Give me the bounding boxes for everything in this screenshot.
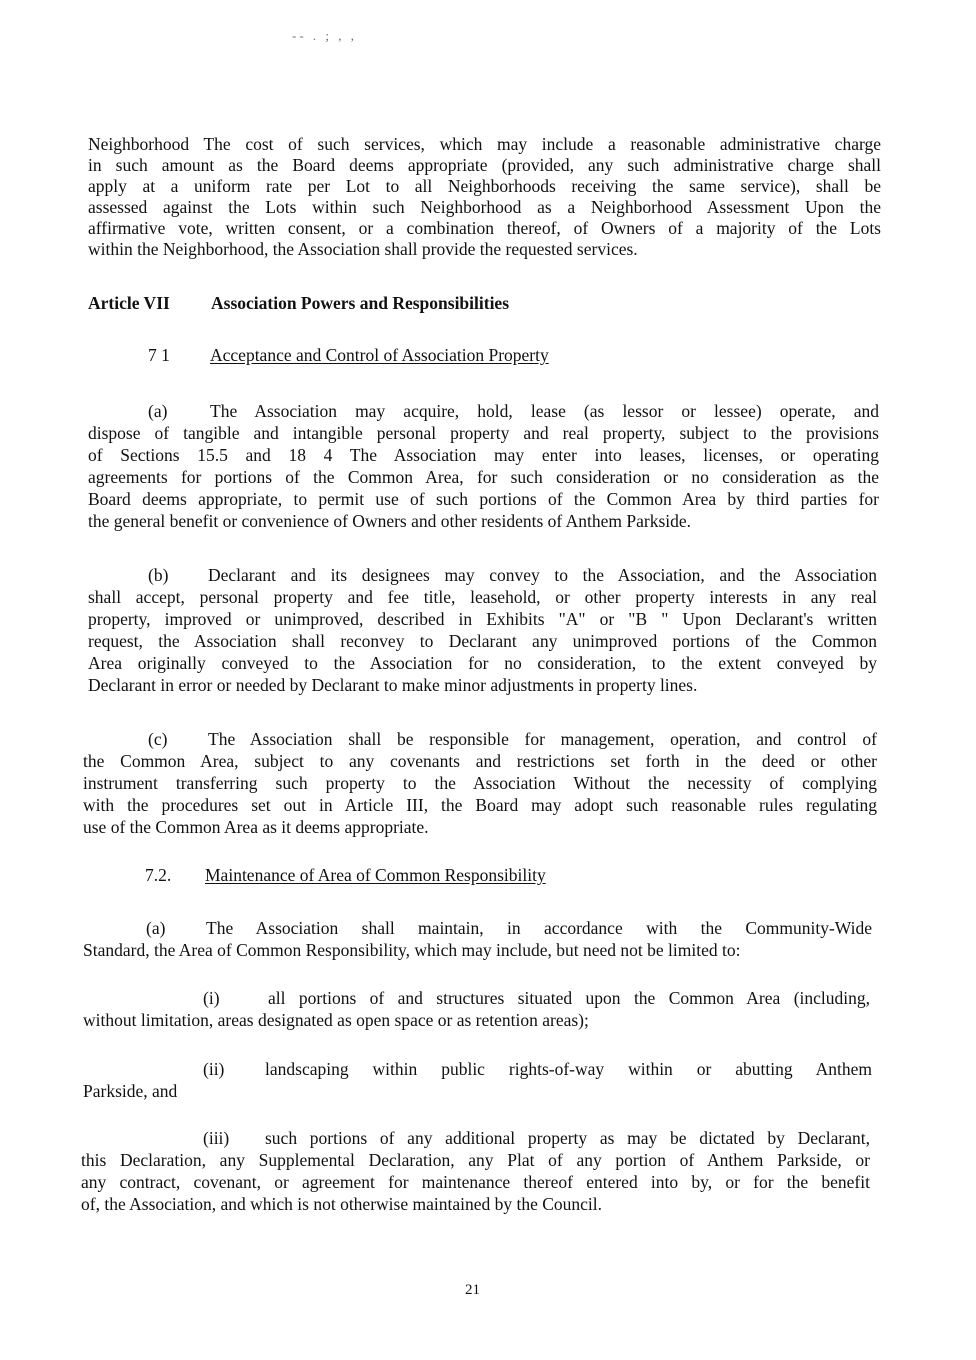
text-line: Neighborhood The cost of such services, which may include a reasonable administrative charge (88, 134, 881, 154)
text-line: of Sections 15.5 and 18 4 The Association may enter into leases, licenses, or operating (88, 445, 879, 465)
item-marker: (i) (203, 988, 220, 1008)
text-line: without limitation, areas designated as open space or as retention areas); (83, 1010, 589, 1030)
text-line: The Association shall be responsible for management, operation, and control of (208, 729, 877, 749)
text-line: the Common Area, subject to any covenants and restrictions set forth in the deed or other (83, 751, 877, 771)
text-line: affirmative vote, written consent, or a combination thereof, of Owners of a majority of the Lots (88, 218, 881, 238)
text-line: landscaping within public rights-of-way within or abutting Anthem (265, 1059, 872, 1079)
text-line: The Association may acquire, hold, lease (as lessor or lessee) operate, and (210, 401, 879, 421)
text-line: property, improved or unimproved, described in Exhibits "A" or "B " Upon Declarant's written (88, 609, 877, 629)
paragraph-marker: (c) (148, 729, 168, 749)
item-marker: (ii) (203, 1059, 225, 1079)
section-title: Maintenance of Area of Common Responsibility (205, 865, 546, 885)
text-line: of, the Association, and which is not otherwise maintained by the Council. (81, 1194, 603, 1214)
text-line: with the procedures set out in Article III, the Board may adopt such reasonable rules regulating (83, 795, 877, 815)
text-line: use of the Common Area as it deems appropriate. (83, 817, 429, 837)
section-number: 7.2. (145, 865, 172, 885)
paragraph-marker: (a) (148, 401, 168, 421)
text-line: all portions of and structures situated upon the Common Area (including, (268, 988, 870, 1008)
text-line: Standard, the Area of Common Responsibility, which may include, but need not be limited to: (83, 940, 741, 960)
text-line: Declarant and its designees may convey to the Association, and the Association (208, 565, 877, 585)
text-line: within the Neighborhood, the Association shall provide the requested services. (88, 239, 638, 259)
text-line: instrument transferring such property to the Association Without the necessity of complying (83, 773, 877, 793)
item-marker: (iii) (203, 1128, 230, 1148)
text-line: the general benefit or convenience of Owners and other residents of Anthem Parkside. (88, 511, 692, 531)
header-stamp: -- . ; , , (292, 28, 358, 43)
article-number: Article VII (88, 293, 170, 313)
section-number: 7 1 (148, 345, 170, 365)
text-line: dispose of tangible and intangible personal property and real property, subject to the provisions (88, 423, 879, 443)
text-line: any contract, covenant, or agreement for maintenance thereof entered into by, or for the benefit (81, 1172, 870, 1192)
section-title: Acceptance and Control of Association Property (210, 345, 549, 365)
text-line: agreements for portions of the Common Area, for such consideration or no consideration as the (88, 467, 879, 487)
article-title: Association Powers and Responsibilities (211, 293, 510, 313)
text-line: such portions of any additional property as may be dictated by Declarant, (265, 1128, 870, 1148)
page-number: 21 (465, 1282, 480, 1298)
text-line: The Association shall maintain, in accordance with the Community-Wide (206, 918, 872, 938)
text-line: this Declaration, any Supplemental Declaration, any Plat of any portion of Anthem Parkside, or (81, 1150, 870, 1170)
paragraph-marker: (b) (148, 565, 169, 585)
text-line: assessed against the Lots within such Neighborhood as a Neighborhood Assessment Upon the (88, 197, 881, 217)
text-line: in such amount as the Board deems appropriate (provided, any such administrative charge shall (88, 155, 881, 175)
text-line: Declarant in error or needed by Declarant to make minor adjustments in property lines. (88, 675, 698, 695)
text-line: Parkside, and (83, 1081, 178, 1101)
text-line: request, the Association shall reconvey to Declarant any unimproved portions of the Common (88, 631, 877, 651)
text-line: shall accept, personal property and fee title, leasehold, or other property interests in any real (88, 587, 877, 607)
paragraph-marker: (a) (146, 918, 166, 938)
text-line: Board deems appropriate, to permit use of such portions of the Common Area by third parties for (88, 489, 879, 509)
text-line: apply at a uniform rate per Lot to all Neighborhoods receiving the same service), shall be (88, 176, 881, 196)
text-line: Area originally conveyed to the Association for no consideration, to the extent conveyed by (88, 653, 877, 673)
